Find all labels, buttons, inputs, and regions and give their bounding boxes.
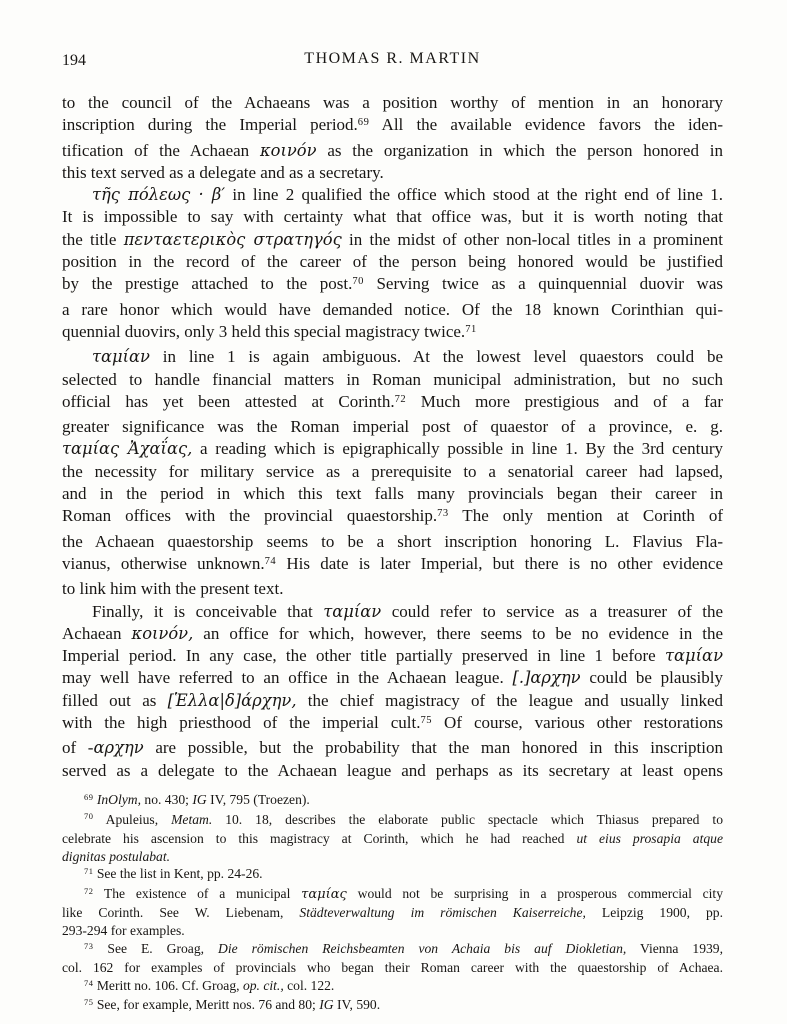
footnote-ref: 73 xyxy=(84,940,94,951)
text-segment: It is impossible to say with certainty what that office was, but it is worth noting that xyxy=(62,207,723,227)
footnote-ref: 71 xyxy=(84,866,94,877)
italic-text: Metam. xyxy=(171,811,213,827)
paragraph xyxy=(62,92,723,184)
footnote xyxy=(62,791,723,811)
text-segment: of - xyxy=(62,738,94,758)
text-line xyxy=(62,92,723,114)
text-line xyxy=(62,140,723,162)
paragraph xyxy=(62,184,723,346)
text-line xyxy=(62,273,723,298)
text-line xyxy=(62,690,723,712)
footnote-ref: 75 xyxy=(84,997,94,1008)
text-line xyxy=(62,830,723,848)
text-segment: like Corinth. See W. Liebenam, xyxy=(62,905,300,921)
text-line xyxy=(62,667,723,689)
text-segment: Finally, it is conceivable that xyxy=(92,601,324,621)
footnote-ref: 70 xyxy=(84,811,94,822)
italic-text: IG xyxy=(319,997,334,1013)
text-line xyxy=(62,760,723,782)
footnote xyxy=(62,940,723,977)
text-line xyxy=(62,977,723,997)
text-line xyxy=(62,865,723,885)
text-segment: a reading which is epigraphically possible in line 1. By the 3rd century xyxy=(192,439,723,459)
text-line xyxy=(62,601,723,623)
text-line xyxy=(62,251,723,273)
greek-text: κοινόν xyxy=(259,140,317,160)
text-line xyxy=(62,416,723,438)
text-segment: official has yet been attested at Corinth. xyxy=(62,391,395,411)
page-number: 194 xyxy=(62,52,86,69)
text-segment: filled out as xyxy=(62,690,168,710)
text-segment: selected to handle financial matters in Roman municipal administration, but no such xyxy=(62,369,723,389)
text-line xyxy=(62,645,723,667)
text-line xyxy=(62,299,723,321)
text-segment: Apuleius, xyxy=(93,811,172,827)
text-segment: See E. Groag, xyxy=(93,940,219,956)
footnote-ref: 69 xyxy=(357,117,370,129)
running-head: THOMAS R. MARTIN xyxy=(304,50,481,67)
footnote-ref: 74 xyxy=(84,977,94,988)
text-segment: col. 162 for examples of provincials who began their Roman career with the quaestorship of Achaea. xyxy=(62,960,723,976)
text-segment: Of course, various other restorations xyxy=(432,713,723,733)
text-line xyxy=(62,531,723,553)
paragraph xyxy=(62,346,723,600)
text-segment: could be plausibly xyxy=(580,668,723,688)
text-segment: Achaean xyxy=(62,623,132,643)
text-segment: Leipzig 1900, pp. xyxy=(585,905,723,921)
italic-text: IG xyxy=(192,791,207,807)
greek-text: ταμίαν xyxy=(323,601,382,621)
italic-text: Die römischen Reichsbeamten von Achaia bis auf Diokletian, xyxy=(218,940,627,956)
footnote-ref: 69 xyxy=(84,791,94,802)
italic-text: dignitas postulabat. xyxy=(62,848,171,864)
greek-text: ταμίας xyxy=(301,886,347,902)
text-line xyxy=(62,737,723,759)
greek-text: [.]αρχην xyxy=(512,668,581,688)
footnote xyxy=(62,811,723,866)
text-segment: in the midst of other non-local titles in a prominent xyxy=(341,229,723,249)
text-segment: tification of the Achaean xyxy=(62,140,260,160)
paragraph xyxy=(62,601,723,782)
text-segment: The only mention at Corinth of xyxy=(448,506,723,526)
text-segment: the necessity for military service as a prerequisite to a senatorial career had lapsed, xyxy=(62,461,723,481)
italic-text: ut eius prosapia atque xyxy=(576,831,723,847)
text-line xyxy=(62,461,723,483)
text-line xyxy=(62,229,723,251)
footnote-ref: 73 xyxy=(437,508,449,520)
footnote-ref: 72 xyxy=(84,885,94,896)
text-line xyxy=(62,321,723,346)
text-line xyxy=(62,114,723,139)
text-segment: Vienna 1939, xyxy=(626,940,723,956)
text-segment: to the council of the Achaeans was a position worthy of mention in an honorary xyxy=(62,93,723,112)
greek-text: [Ἑλλα|δ]άρχην, xyxy=(167,690,297,710)
footnote-ref: 75 xyxy=(420,714,433,726)
text-segment: Meritt no. 106. Cf. Groag, xyxy=(93,977,243,993)
text-segment: by the prestige attached to the post. xyxy=(62,274,353,294)
footnote xyxy=(62,885,723,940)
footnote-ref: 72 xyxy=(394,393,407,405)
text-segment: would not be surprising in a prosperous commercial city xyxy=(346,885,724,901)
text-segment: the chief magistracy of the league and usually linked xyxy=(296,690,723,710)
greek-text: τῆς πόλεως · β′ xyxy=(92,185,226,205)
text-segment: Much more prestigious and of a far xyxy=(406,391,723,411)
footnote-ref: 71 xyxy=(465,323,477,335)
text-segment: the title xyxy=(62,229,124,249)
text-segment: 293-294 for examples. xyxy=(62,923,185,939)
text-line xyxy=(62,623,723,645)
text-line xyxy=(62,206,723,228)
footnote xyxy=(62,977,723,997)
text-segment: Roman offices with the provincial quaestorship. xyxy=(62,506,438,526)
text-line xyxy=(62,391,723,416)
text-line xyxy=(62,712,723,737)
text-segment: 10. 18, describes the elaborate public spectacle which Thiasus prepared to xyxy=(212,811,724,827)
text-segment: this text served as a delegate and as a secretary. xyxy=(62,162,384,182)
italic-text: op. cit., xyxy=(242,977,284,993)
greek-text: ταμίαν xyxy=(665,646,723,666)
footnote-ref: 70 xyxy=(352,276,364,288)
text-segment: inscription during the Imperial period. xyxy=(62,115,358,135)
text-line xyxy=(62,578,723,600)
text-segment: a rare honor which would have demanded notice. Of the 18 known Corinthian qui- xyxy=(62,299,723,319)
text-segment: See the list in Kent, pp. 24-26. xyxy=(93,866,263,882)
page-header xyxy=(62,50,723,74)
text-segment: an office for which, however, there seems to be no evidence in the xyxy=(193,623,723,643)
footnote-ref: 74 xyxy=(264,555,277,567)
text-segment: quennial duovirs, only 3 held this special magistracy twice. xyxy=(62,321,466,341)
text-segment: may well have referred to an office in the Achaean league. xyxy=(62,668,513,688)
footnotes xyxy=(62,791,723,1016)
text-line xyxy=(62,848,723,866)
text-line xyxy=(62,162,723,184)
text-segment: with the high priesthood of the imperial cult. xyxy=(62,713,421,733)
text-line xyxy=(62,922,723,940)
text-line xyxy=(62,483,723,505)
text-segment: and in the period in which this text falls many provincials began their career in xyxy=(62,484,723,504)
body-text xyxy=(62,92,723,782)
text-segment: served as a delegate to the Achaean league and perhaps as its secretary at least opens xyxy=(62,760,723,780)
text-segment: as the organization in which the person honored in xyxy=(316,140,723,160)
text-segment: could refer to service as a treasurer of the xyxy=(381,601,724,621)
greek-text: κοινόν, xyxy=(131,623,194,643)
text-segment: IV, 795 (Troezen). xyxy=(206,791,310,807)
text-segment: His date is later Imperial, but there is no other evidence xyxy=(276,553,724,573)
greek-text: πενταετερικὸς στρατηγός xyxy=(123,229,342,249)
greek-text: αρχην xyxy=(93,738,144,758)
text-line xyxy=(62,904,723,922)
text-line xyxy=(62,505,723,530)
text-segment: greater significance was the Roman imperial post of quaestor of a province, e. g. xyxy=(62,417,723,437)
footnote xyxy=(62,865,723,885)
text-segment: to link him with the present text. xyxy=(62,579,284,599)
text-segment: vianus, otherwise unknown. xyxy=(62,553,265,573)
text-segment: The existence of a municipal xyxy=(93,885,302,901)
text-segment: in line 2 qualified the office which stood at the right end of line 1. xyxy=(225,185,723,205)
text-segment: in line 1 is again ambiguous. At the lowest level quaestors could be xyxy=(149,347,723,367)
text-segment: position in the record of the career of the person being honored would be justified xyxy=(62,252,723,272)
text-segment: no. 430; xyxy=(141,791,193,807)
text-segment: celebrate his ascension to this magistracy at Corinth, which he had reached xyxy=(62,831,577,847)
text-line xyxy=(62,959,723,977)
text-segment: IV, 590. xyxy=(333,997,381,1013)
text-line xyxy=(62,996,723,1016)
text-line xyxy=(62,553,723,578)
text-segment: Imperial period. In any case, the other title partially preserved in line 1 before xyxy=(62,646,666,666)
text-segment: All the available evidence favors the iden- xyxy=(369,115,723,135)
italic-text: InOlym, xyxy=(96,791,141,807)
text-line xyxy=(62,811,723,831)
text-segment: See, for example, Meritt nos. 76 and 80; xyxy=(93,997,320,1013)
text-segment: Serving twice as a quinquennial duovir was xyxy=(363,274,723,294)
text-line xyxy=(62,369,723,391)
text-line xyxy=(62,184,723,206)
text-segment: col. 122. xyxy=(283,977,335,993)
text-segment: are possible, but the probability that the man honored in this inscription xyxy=(143,738,723,758)
greek-text: ταμίαν xyxy=(92,347,150,367)
text-segment: the Achaean quaestorship seems to be a short inscription honoring L. Flavius Fla- xyxy=(62,531,723,551)
italic-text: Städteverwaltung im römischen Kaiserreiche, xyxy=(299,905,586,921)
greek-text: ταμίας Ἀχαΐας, xyxy=(62,439,193,459)
text-line xyxy=(62,885,723,905)
footnote xyxy=(62,996,723,1016)
text-line xyxy=(62,940,723,960)
text-line xyxy=(62,346,723,368)
text-line xyxy=(62,438,723,460)
text-line xyxy=(62,791,723,811)
